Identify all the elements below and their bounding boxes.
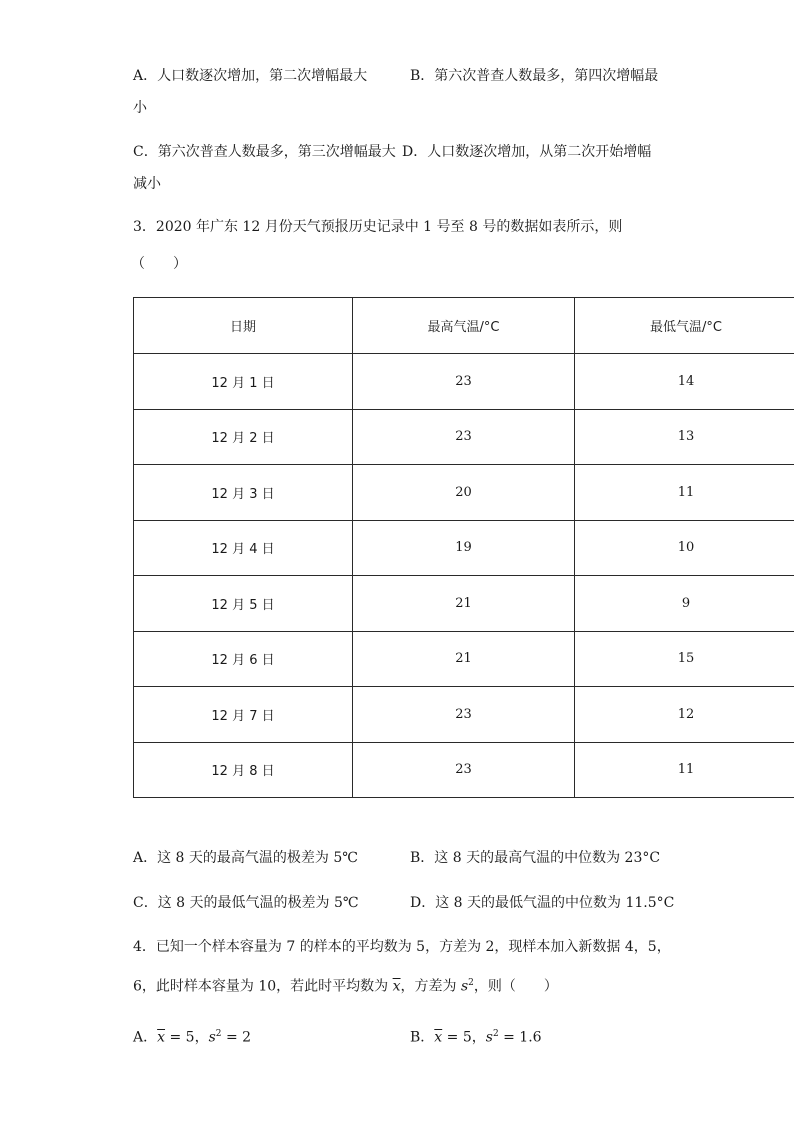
cell-low: 9 bbox=[575, 576, 794, 632]
cell-date: 12 月 6 日 bbox=[134, 631, 353, 687]
x-bar-symbol: $\overline{x}$ bbox=[434, 1029, 443, 1046]
q3-option-a[interactable]: A．这 8 天的最高气温的极差为 5℃ bbox=[133, 850, 358, 866]
table-row bbox=[134, 465, 794, 521]
q4-option-b-value: = 1.6 bbox=[498, 1029, 542, 1046]
q2-option-b-continued: 小 bbox=[133, 100, 147, 116]
cell-high: 23 bbox=[353, 742, 575, 798]
cell-high: 19 bbox=[353, 520, 575, 576]
q3-options-row-cd bbox=[133, 893, 693, 913]
cell-date: 12 月 4 日 bbox=[134, 520, 353, 576]
s-symbol: s bbox=[485, 1029, 493, 1046]
q4-stem-line1: 4．已知一个样本容量为 7 的样本的平均数为 5，方差为 2，现样本加入新数据 4，5， bbox=[133, 939, 671, 955]
q4-option-b[interactable] bbox=[410, 1024, 542, 1048]
cell-low: 14 bbox=[575, 354, 794, 410]
q2-option-c[interactable]: C．第六次普查人数最多，第三次增幅最大 bbox=[133, 144, 396, 160]
q4-option-a[interactable] bbox=[133, 1024, 251, 1048]
q3-options-row-ab bbox=[133, 848, 693, 868]
table-header-row bbox=[134, 298, 794, 354]
header-high-temp: 最高气温/°C bbox=[353, 298, 575, 354]
cell-low: 11 bbox=[575, 742, 794, 798]
superscript-2: 2 bbox=[492, 1029, 499, 1039]
superscript-2: 2 bbox=[215, 1029, 222, 1039]
q3-answer-paren: （ ） bbox=[131, 256, 187, 272]
q4-stem-text-a: 6，此时样本容量为 10，若此时平均数为 bbox=[133, 978, 393, 995]
q2-option-d[interactable]: D．人口数逐次增加，从第二次开始增幅 bbox=[402, 144, 652, 160]
table-row bbox=[134, 742, 794, 798]
x-bar-symbol: $\overline{x}$ bbox=[157, 1029, 166, 1046]
table-row bbox=[134, 631, 794, 687]
cell-high: 21 bbox=[353, 631, 575, 687]
table-row bbox=[134, 687, 794, 743]
cell-high: 20 bbox=[353, 465, 575, 521]
cell-high: 23 bbox=[353, 409, 575, 465]
q4-option-a-value: = 2 bbox=[221, 1029, 252, 1046]
q4-option-b-mid: = 5， bbox=[442, 1029, 486, 1046]
cell-low: 13 bbox=[575, 409, 794, 465]
cell-low: 15 bbox=[575, 631, 794, 687]
cell-date: 12 月 3 日 bbox=[134, 465, 353, 521]
q2-options-row-cd bbox=[133, 142, 693, 162]
q4-stem-text-b: ，方差为 bbox=[400, 978, 461, 995]
q4-options-row-ab bbox=[133, 1024, 693, 1044]
cell-low: 12 bbox=[575, 687, 794, 743]
q4-option-b-prefix: B． bbox=[410, 1029, 435, 1046]
table-row bbox=[134, 409, 794, 465]
q3-option-d[interactable]: D．这 8 天的最低气温的中位数为 11.5°C bbox=[410, 895, 675, 911]
q3-stem: 3．2020 年广东 12 月份天气预报历史记录中 1 号至 8 号的数据如表所示，则 bbox=[133, 219, 623, 235]
cell-date: 12 月 1 日 bbox=[134, 354, 353, 410]
q4-option-a-mid: = 5， bbox=[165, 1029, 209, 1046]
cell-high: 23 bbox=[353, 687, 575, 743]
weather-table bbox=[133, 297, 794, 798]
cell-high: 23 bbox=[353, 354, 575, 410]
header-low-temp: 最低气温/°C bbox=[575, 298, 794, 354]
x-bar-symbol: $\overline{x}$ bbox=[392, 978, 401, 995]
q4-stem-line2 bbox=[133, 973, 558, 997]
cell-date: 12 月 2 日 bbox=[134, 409, 353, 465]
cell-high: 21 bbox=[353, 576, 575, 632]
table-row bbox=[134, 520, 794, 576]
q2-option-d-continued: 减小 bbox=[133, 176, 161, 192]
q3-option-c[interactable]: C．这 8 天的最低气温的极差为 5℃ bbox=[133, 895, 359, 911]
q2-option-a[interactable]: A．人口数逐次增加，第二次增幅最大 bbox=[133, 68, 368, 84]
q2-option-b[interactable]: B．第六次普查人数最多，第四次增幅最 bbox=[410, 68, 659, 84]
header-date: 日期 bbox=[134, 298, 353, 354]
cell-date: 12 月 8 日 bbox=[134, 742, 353, 798]
q4-stem-text-c: ，则（ ） bbox=[473, 978, 558, 995]
cell-date: 12 月 7 日 bbox=[134, 687, 353, 743]
q3-option-b[interactable]: B．这 8 天的最高气温的中位数为 23°C bbox=[410, 850, 661, 866]
table-row bbox=[134, 354, 794, 410]
q4-option-a-prefix: A． bbox=[133, 1029, 158, 1046]
s-symbol: s bbox=[460, 978, 469, 995]
s-symbol: s bbox=[208, 1029, 216, 1046]
cell-date: 12 月 5 日 bbox=[134, 576, 353, 632]
cell-low: 10 bbox=[575, 520, 794, 576]
cell-low: 11 bbox=[575, 465, 794, 521]
table-row bbox=[134, 576, 794, 632]
q2-options-row-ab bbox=[133, 66, 693, 86]
superscript-2: 2 bbox=[468, 978, 474, 988]
